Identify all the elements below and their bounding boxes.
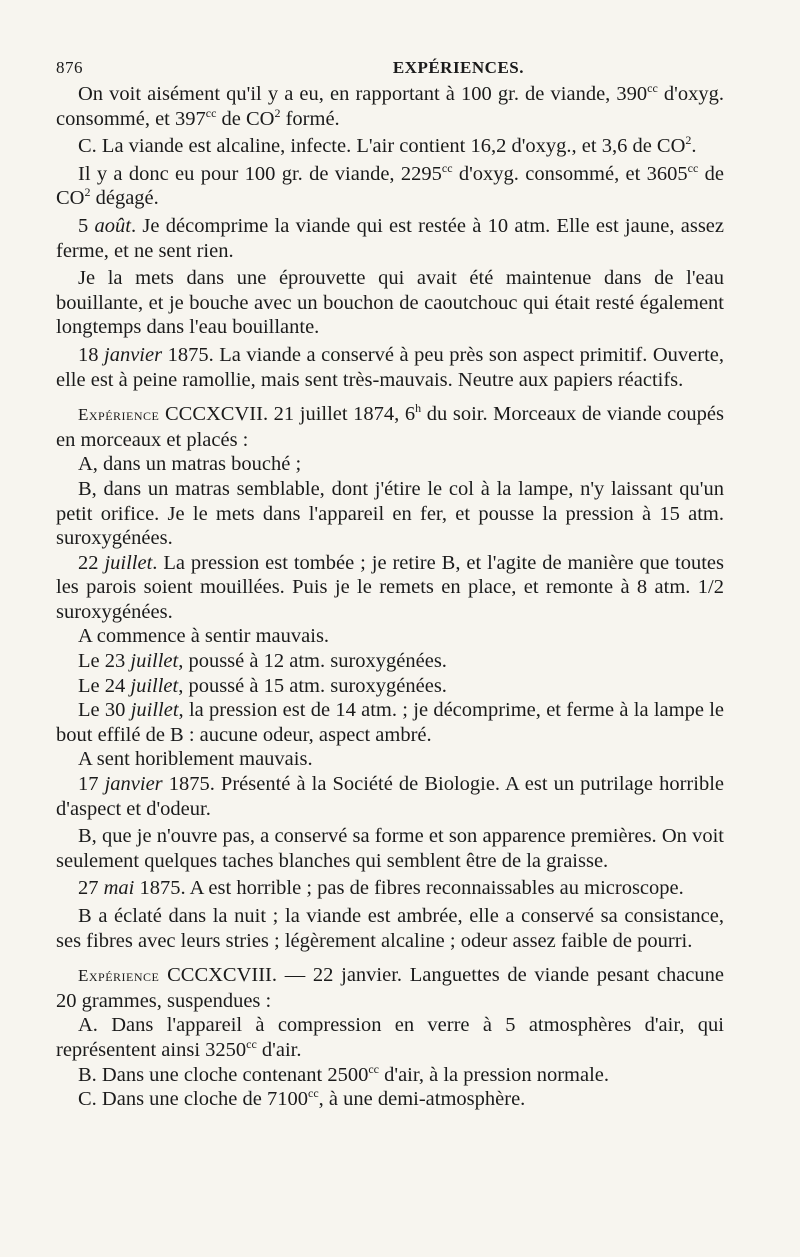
paragraph: A, dans un matras bouché ; [78,453,302,476]
experiment-heading-paragraph: Expérience CCCXCVIII. — 22 janvier. Languettes de viande pesant chacune 20 grammes, suspendues : [56,964,724,1012]
paragraph: A. Dans l'appareil à compression en verre à 5 atmosphères d'air, qui représentent ainsi $3250^{cc}$ d'air. [56,1014,724,1061]
running-title: EXPÉRIENCES. [392,58,524,77]
paragraph: On voit aisément qu'il y a eu, en rapportant à 100 gr. de viande, $390^{cc}$ d'oxyg. consommé, et $397^{cc}$ de $CO^2$ formé. [56,81,724,130]
page-header [56,58,724,78]
paragraph: 27 mai 1875. A est horrible ; pas de fibres reconnaissables au microscope. [78,877,684,900]
paragraph: 5 août. Je décomprime la viande qui est restée à 10 atm. Elle est jaune, assez ferme, et ne sent rien. [56,214,724,262]
paragraph: 17 janvier 1875. Présenté à la Société de Biologie. A est un putrilage horrible d'aspect et d'odeur. [56,773,724,820]
paragraph: Le 23 juillet, poussé à 12 atm. suroxygénées. [78,650,447,673]
paragraph: Le 30 juillet, la pression est de 14 atm. ; je décomprime, et ferme à la lampe le bout effilé de B : aucune odeur, aspect ambré. [56,699,724,746]
experiment-heading-paragraph: Expérience CCCXCVII. 21 juillet 1874, 6$^h$ du soir. Morceaux de viande coupés en morceaux et placés : [56,401,724,451]
paragraph: B. Dans une cloche contenant $2500^{cc}$ d'air, à la pression normale. [78,1061,610,1086]
document-page [56,58,724,1112]
paragraph: C. La viande est alcaline, infecte. L'air contient 16,2 d'oxyg., et 3,6 de $CO^2$. [78,133,697,158]
paragraph: Le 24 juillet, poussé à 15 atm. suroxygénées. [78,674,447,697]
paragraph: B, dans un matras semblable, dont j'étire le col à la lampe, n'y laissant qu'un petit orifice. Je le mets dans l'appareil en fer, et pousse la pression à 15 atm. suroxygénées. [56,477,724,550]
paragraph: B, que je n'ouvre pas, a conservé sa forme et son apparence premières. On voit seulement quelques taches blanches qui semblent être de la graisse. [56,825,724,872]
paragraph: 22 juillet. La pression est tombée ; je retire B, et l'agite de manière que toutes les parois soient mouillées. Puis je le remets en place, et remonte à 8 atm. 1/2 suroxygénées. [56,551,724,623]
paragraph: B a éclaté dans la nuit ; la viande est ambrée, elle a conservé sa consistance, ses fibres avec leurs stries ; légèrement alcaline ; odeur assez faible de pourri. [56,905,724,952]
paragraph: C. Dans une cloche de $7100^{cc}$, à une demi-atmosphère. [78,1086,526,1111]
page-number: 876 [56,58,83,77]
paragraph: A commence à sentir mauvais. [78,625,330,648]
paragraph: Il y a donc eu pour 100 gr. de viande, $2295^{cc}$ d'oxyg. consommé, et $3605^{cc}$ de $CO^2$ dégagé. [56,160,724,210]
paragraph: 18 janvier 1875. La viande a conservé à peu près son aspect primitif. Ouverte, elle est à peine ramollie, mais sent très-mauvais. Neutre aux papiers réactifs. [56,343,725,391]
paragraph: A sent horiblement mauvais. [78,748,313,771]
paragraph: Je la mets dans une éprouvette qui avait été maintenue dans de l'eau bouillante, et je bouche avec un bouchon de caoutchouc qui était resté également longtemps dans l'eau bouillante. [56,267,724,339]
